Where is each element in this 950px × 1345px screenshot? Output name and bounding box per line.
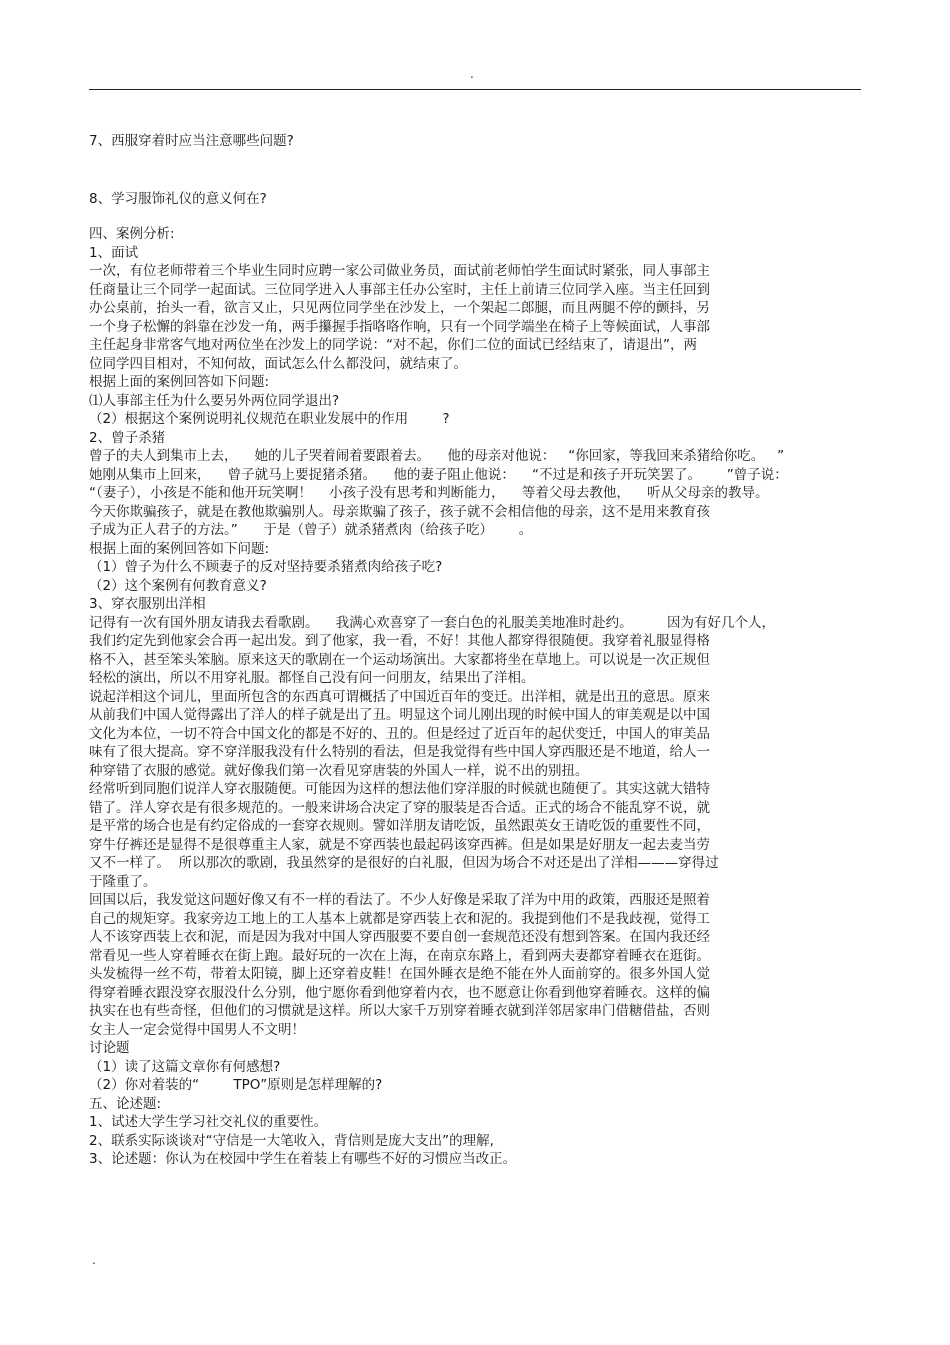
text-line: 是平常的场合也是有约定俗成的一套穿衣规则。譬如洋朋友请吃饭，虽然跟英女王请吃饭的重要性不同，	[89, 818, 710, 834]
text-line: （1）曾子为什么不顾妻子的反对坚持要杀猪煮肉给孩子吃?	[89, 559, 443, 575]
text-line: 种穿错了衣服的感觉。就好像我们第一次看见穿唐装的外国人一样，说不出的别扭。	[89, 762, 589, 779]
text-line: 3、穿衣服别出洋相	[89, 596, 206, 612]
text-line: 得穿着睡衣跟没穿衣服没什么分别，他宁愿你看到他穿着内衣，也不愿意让你看到他穿着睡衣。这样的偏	[89, 984, 710, 1001]
text-line: 轻松的演出，所以不用穿礼服。都怪自己没有问一问朋友，结果出了洋相。	[89, 670, 535, 686]
text-line: 她刚从集市上回来， 曾子就马上要捉猪杀猪。 他的妻子阻止他说： “不过是和孩子开玩笑罢了。 ”曾子说：	[89, 466, 788, 483]
footer-dot: .	[92, 1253, 96, 1267]
text-line: 3、论述题：你认为在校园中学生在着装上有哪些不好的习惯应当改正。	[89, 1151, 517, 1167]
question-7: 7、西服穿着时应当注意哪些问题?	[89, 133, 294, 149]
text-line: 穿牛仔裤还是显得不是很尊重主人家，就是不穿西装也最起码该穿西裤。但是如果是好朋友一起去麦当劳	[89, 836, 710, 853]
text-line: 执实在也有些奇怪，但他们的习惯就是这样。所以大家千万别穿着睡衣就到洋邻居家串门借糖借盐，否则	[89, 1003, 710, 1019]
text-line: 女主人一定会觉得中国男人不文明！	[89, 1021, 305, 1038]
text-line: （2）你对着装的“ TPO”原则是怎样理解的?	[89, 1077, 383, 1093]
text-line: 经常听到同胞们说洋人穿衣服随便。可能因为这样的想法他们穿洋服的时候就也随便了。其实这就大错特	[89, 781, 710, 797]
text-line: 从前我们中国人觉得露出了洋人的样子就是出了丑。明显这个词儿刚出现的时候中国人的审美观是以中国	[89, 707, 710, 723]
text-line: 位同学四目相对，不知何故，面试怎么什么都没问，就结束了。	[89, 355, 467, 372]
text-line: 根据上面的案例回答如下问题:	[89, 540, 270, 557]
text-line: 1、面试	[89, 244, 139, 261]
text-line: 错了。洋人穿衣是有很多规范的。一般来讲场合决定了穿的服装是否合适。正式的场合不能乱穿不说，就	[89, 799, 710, 816]
text-line: 味有了很大提高。穿不穿洋服我没有什么特别的看法，但是我觉得有些中国人穿西服还是不地道，给人一	[89, 744, 710, 760]
text-line: “（妻子），小孩是不能和他开玩笑啊！ 小孩子没有思考和判断能力， 等着父母去教他， 听从父母亲的教导。	[89, 485, 769, 501]
text-line: 一个身子松懈的斜靠在沙发一角，两手攥握手指咯咯作响，只有一个同学端坐在椅子上等候面试，人事部	[89, 318, 710, 335]
text-line: 子成为正人君子的方法。” 于是（曾子）就杀猪煮肉（给孩子吃） 。	[89, 522, 533, 538]
text-line: 我们约定先到他家会合再一起出发。到了他家，我一看，不好！其他人都穿得很随便。我穿着礼服显得格	[89, 633, 710, 649]
document-body	[89, 225, 861, 1169]
text-line: （2）根据这个案例说明礼仪规范在职业发展中的作用 ?	[89, 411, 450, 427]
text-line: 曾子的夫人到集市上去， 她的儿子哭着闹着要跟着去。 他的母亲对他说： “你回家，等我回来杀猪给你吃。 ”	[89, 448, 785, 464]
text-line: 一次，有位老师带着三个毕业生同时应聘一家公司做业务员，面试前老师怕学生面试时紧张，同人事部主	[89, 263, 710, 279]
text-line: 2、曾子杀猪	[89, 429, 166, 446]
text-line: 又不一样了。 所以那次的歌剧，我虽然穿的是很好的白礼服，但因为场合不对还是出了洋相———穿得过	[89, 855, 719, 871]
text-line: （2）这个案例有何教育意义?	[89, 577, 267, 594]
text-line: 人不该穿西装上衣和泥，而是因为我对中国人穿西服要不要自创一套规范还没有想到答案。在国内我还经	[89, 929, 710, 945]
text-line: ⑴人事部主任为什么要另外两位同学退出?	[89, 392, 340, 409]
text-line: 回国以后，我发觉这问题好像又有不一样的看法了。不少人好像是采取了洋为中用的政策，西服还是照着	[89, 892, 710, 908]
text-line: 根据上面的案例回答如下问题:	[89, 374, 270, 390]
text-line: 格不入，甚至笨头笨脑。原来这天的歌剧在一个运动场演出。大家都将坐在草地上。可以说是一次正规但	[89, 651, 710, 668]
text-line: 自己的规矩穿。我家旁边工地上的工人基本上就都是穿西装上衣和泥的。我提到他们不是我歧视，觉得工	[89, 910, 710, 927]
text-line: 主任起身非常客气地对两位坐在沙发上的同学说：“对不起，你们二位的面试已经结束了，请退出”，两	[89, 337, 697, 353]
text-line: 文化为本位，一切不符合中国文化的都是不好的、丑的。但是经过了近百年的起伏变迁，中国人的审美品	[89, 725, 710, 742]
text-line: 1、试述大学生学习社交礼仪的重要性。	[89, 1114, 328, 1130]
question-8: 8、学习服饰礼仪的意义何在?	[89, 191, 267, 207]
text-line: （1）读了这篇文章你有何感想?	[89, 1058, 281, 1075]
text-line: 于隆重了。	[89, 873, 157, 890]
text-line: 今天你欺骗孩子，就是在教他欺骗别人。母亲欺骗了孩子，孩子就不会相信他的母亲，这不是用来教育孩	[89, 503, 710, 520]
header-rule	[89, 89, 861, 90]
text-line: 头发梳得一丝不苟，带着太阳镜，脚上还穿着皮鞋！在国外睡衣是绝不能在外人面前穿的。很多外国人觉	[89, 966, 710, 982]
header-dot: .	[470, 67, 474, 81]
text-line: 说起洋相这个词儿，里面所包含的东西真可谓概括了中国近百年的变迁。出洋相，就是出丑的意思。原来	[89, 688, 710, 705]
text-line: 办公桌前，抬头一看，欲言又止，只见两位同学坐在沙发上，一个架起二郎腿，而且两腿不停的颤抖，另	[89, 300, 710, 316]
text-line: 2、联系实际谈谈对“守信是一大笔收入，背信则是庞大支出”的理解,	[89, 1132, 494, 1149]
text-line: 四、案例分析:	[89, 226, 175, 242]
text-line: 讨论题	[89, 1040, 130, 1056]
text-line: 记得有一次有国外朋友请我去看歌剧。 我满心欢喜穿了一套白色的礼服美美地准时赴约。 因为有好几个人，	[89, 614, 775, 631]
text-line: 常看见一些人穿着睡衣在街上跑。最好玩的一次在上海，在南京东路上，看到两夫妻都穿着睡衣在逛街。	[89, 947, 710, 964]
text-line: 任商量让三个同学一起面试。三位同学进入人事部主任办公室时，主任上前请三位同学入座。当主任回到	[89, 281, 710, 298]
text-line: 五、论述题:	[89, 1095, 162, 1112]
